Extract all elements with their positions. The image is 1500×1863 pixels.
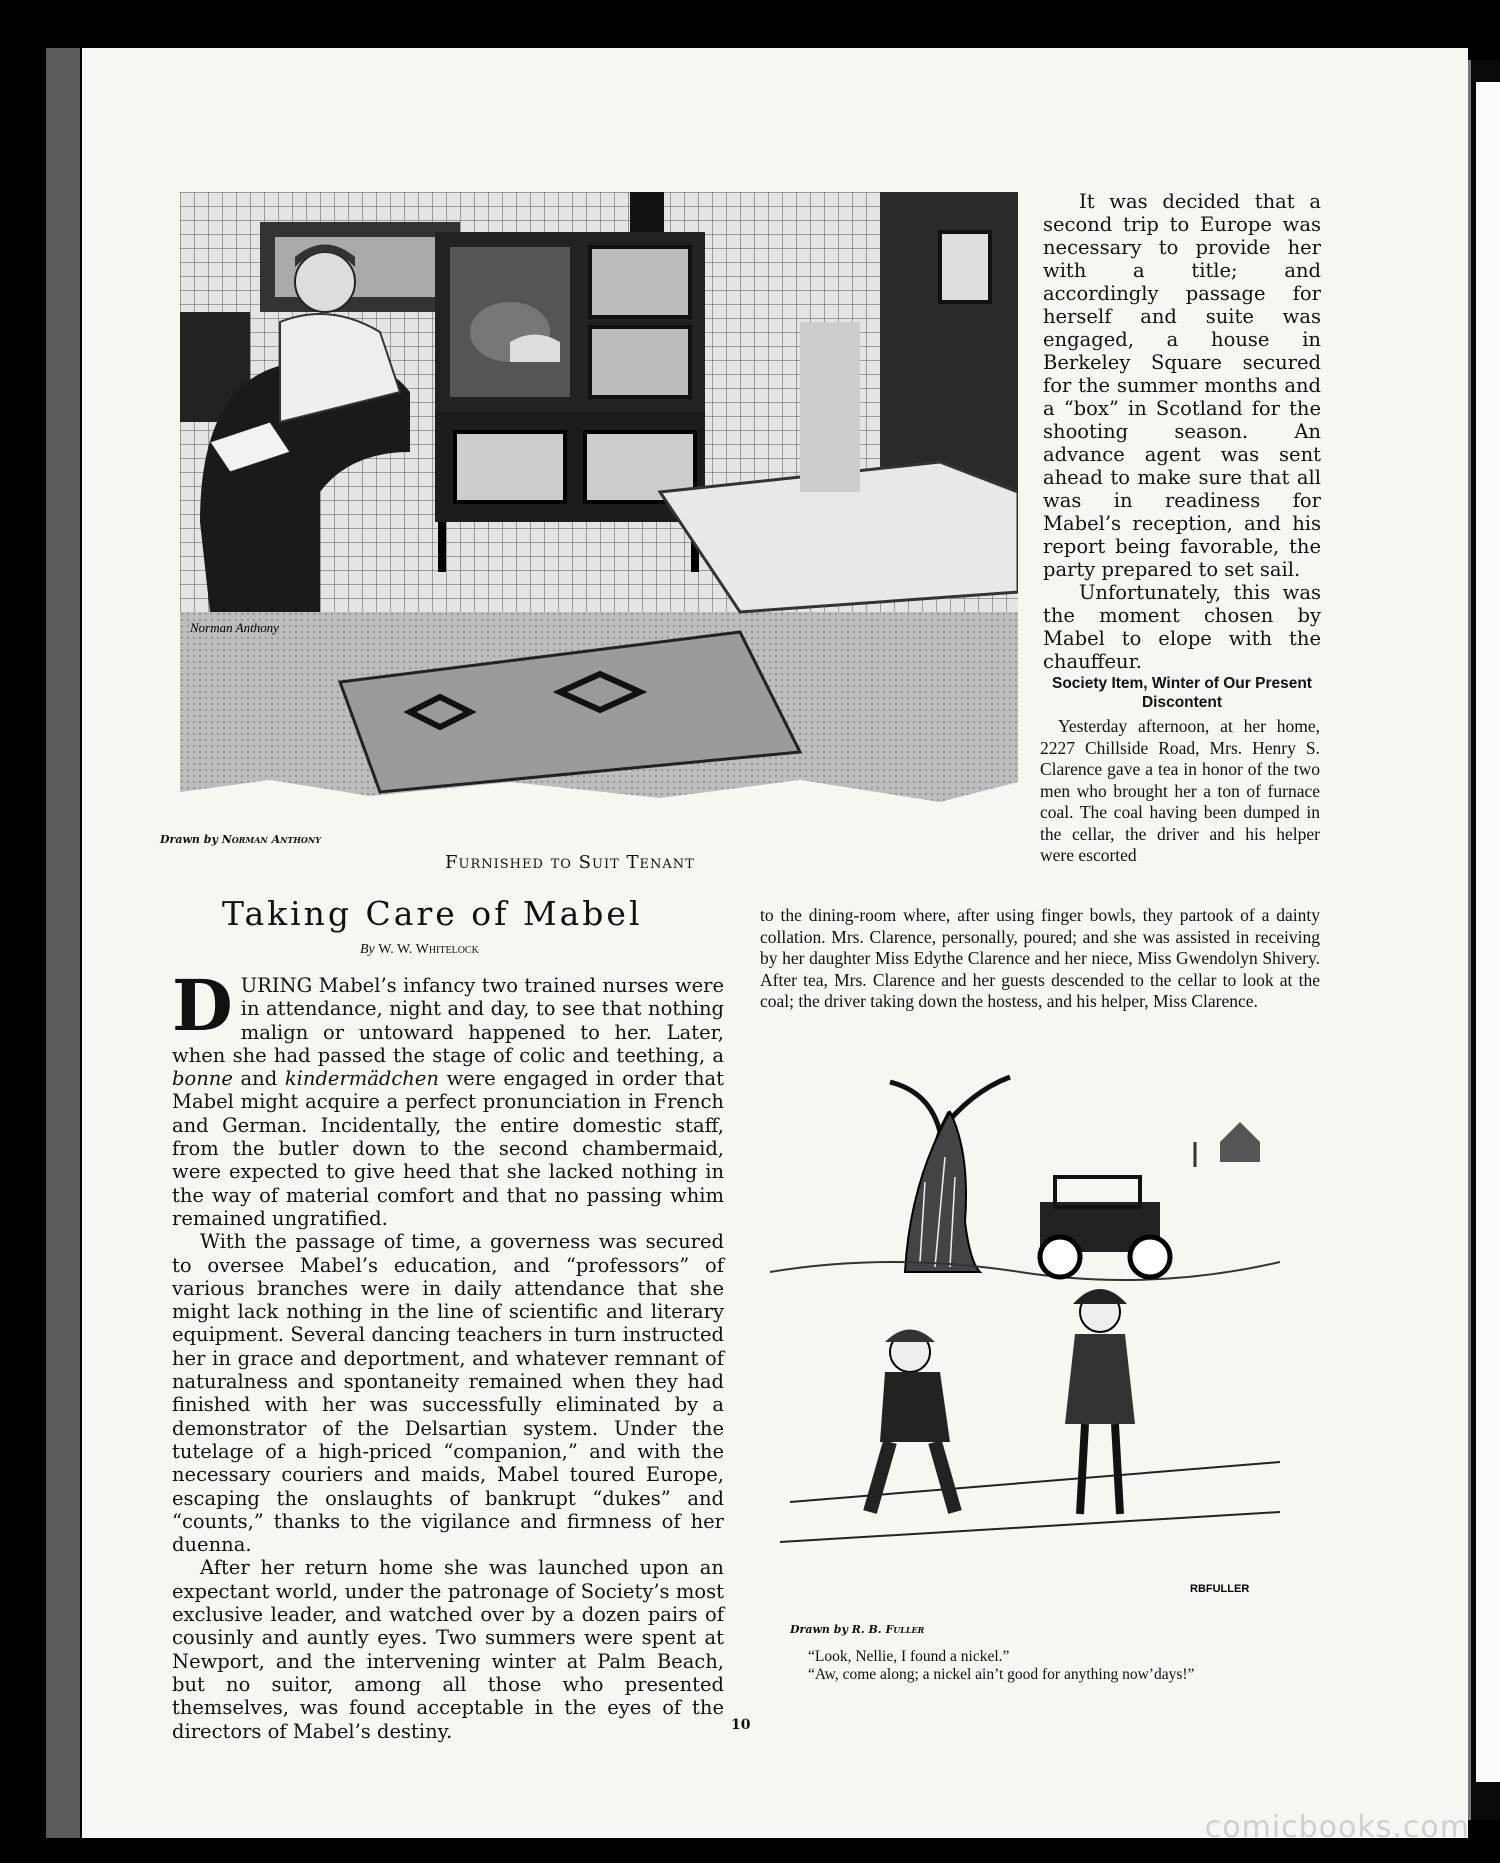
cartoon-line-2: “Aw, come along; a nickel ain’t good for anything now’days!” xyxy=(808,1666,1195,1683)
next-page-edge xyxy=(1476,82,1500,1782)
article-para-1 xyxy=(172,964,724,1230)
society-item-text: Yesterday afternoon, at her home, 2227 Chillside Road, Mrs. Henry S. Clarence gave a tea in honor of the two men who brought her a ton of furnace coal. The coal having been dumped in the cellar, the driver and his helper were escorted xyxy=(1040,716,1320,865)
cartoon-credit-name: R. B. Fuller xyxy=(851,1623,925,1636)
right-column-para-2: Unfortunately, this was the moment chosen by Mabel to elope with the chauffeur. xyxy=(1043,581,1321,673)
watermark: comicbooks.com xyxy=(1204,1810,1470,1845)
society-item-text-wide: to the dining-room where, after using finger bowls, they partook of a dainty collation. Mrs. Clarence, personally, poured; and she was assisted in receiving by her daughter Miss Edythe Clarence and her niece, Miss Gwendolyn Shivery. After tea, Mrs. Clarence and her guests descended to the cellar to look at the coal; the driver taking down the hostess, and his helper, Miss Clarence. xyxy=(760,905,1320,1011)
society-item-column xyxy=(1040,716,1320,867)
para1-text: URING Mabel’s infancy two trained nurses were in attendance, night and day, to see that nothing malign or untoward happened to her. Later, when she had passed the stage of colic and teething, a xyxy=(172,974,724,1067)
illustration-caption: Furnished to Suit Tenant xyxy=(445,852,695,873)
society-item-heading: Society Item, Winter of Our Present Discontent xyxy=(1052,675,1312,711)
right-column-para-1: It was decided that a second trip to Europe was necessary to provide her with a title; and accordingly passage for herself and suite was engaged, a house in Berkeley Square secured for the summer months and a “box” in Scotland for the shooting season. An advance agent was sent ahead to make sure that all was in readiness for Mabel’s reception, and his report being favorable, the party prepared to set sail. xyxy=(1043,190,1321,581)
cartoon-caption xyxy=(790,1648,1272,1684)
article-para-3: After her return home she was launched upon an expectant world, under the patronage of Society’s most exclusive leader, and watched over by a dozen pairs of cousinly and auntly eyes. Two summers were spent at Newport, and the intervening winter at Palm Beach, but no suitor, among all those who presented themselves, was found acceptable in the eyes of the directors of Mabel’s destiny. xyxy=(172,1556,724,1743)
credit-name: Norman Anthony xyxy=(221,833,321,846)
para1-italic-kinder: kindermädchen xyxy=(284,1067,439,1091)
para1-end: were engaged in order that Mabel might acquire a perfect pronunciation in French and German. Incidentally, the entire domestic staff, from the butler down to the second chambermaid, were expected to give heed that she lacked nothing in the way of material comfort and that no passing whim remained ungratified. xyxy=(172,1067,724,1230)
drop-cap: D xyxy=(172,964,233,1047)
illustration-credit xyxy=(160,833,321,846)
para1-italic-bonne: bonne xyxy=(172,1067,233,1091)
article-title: Taking Care of Mabel xyxy=(222,894,643,933)
cartoon-signature: RBFULLER xyxy=(1190,1583,1250,1595)
binding-edge xyxy=(46,48,80,1838)
para1-and: and xyxy=(232,1067,285,1091)
byline-name: W. W. Whitelock xyxy=(378,942,479,957)
illustration-signature: Norman Anthony xyxy=(190,620,279,635)
credit-prefix: Drawn by xyxy=(160,833,218,846)
cartoon-illustration xyxy=(770,1072,1280,1602)
page-number: 10 xyxy=(731,1717,751,1733)
article-para-2: With the passage of time, a governess was secured to oversee Mabel’s education, and “professors” of various branches were in daily attendance that she might lack nothing in the line of scientific and literary equipment. Several dancing teachers in turn instructed her in grace and deportment, and whatever remnant of naturalness and spontaneity remained when they had finished with her was successfully eliminated by a demonstrator of the Delsartian system. Under the tutelage of a high-priced “companion,” and with the necessary couriers and maids, Mabel toured Europe, escaping the onslaughts of bankrupt “dukes” and “counts,” thanks to the vigilance and firmness of her duenna. xyxy=(172,1230,724,1557)
cartoon-credit xyxy=(790,1623,924,1636)
right-column xyxy=(1043,190,1321,673)
cartoon-credit-prefix: Drawn by xyxy=(790,1623,848,1636)
society-item-wide xyxy=(760,905,1320,1013)
article-body xyxy=(172,964,724,1743)
article-byline xyxy=(360,942,479,958)
byline-prefix: By xyxy=(360,942,375,957)
kitchen-illustration xyxy=(180,192,1018,804)
cartoon-line-1: “Look, Nellie, I found a nickel.” xyxy=(808,1648,1010,1665)
